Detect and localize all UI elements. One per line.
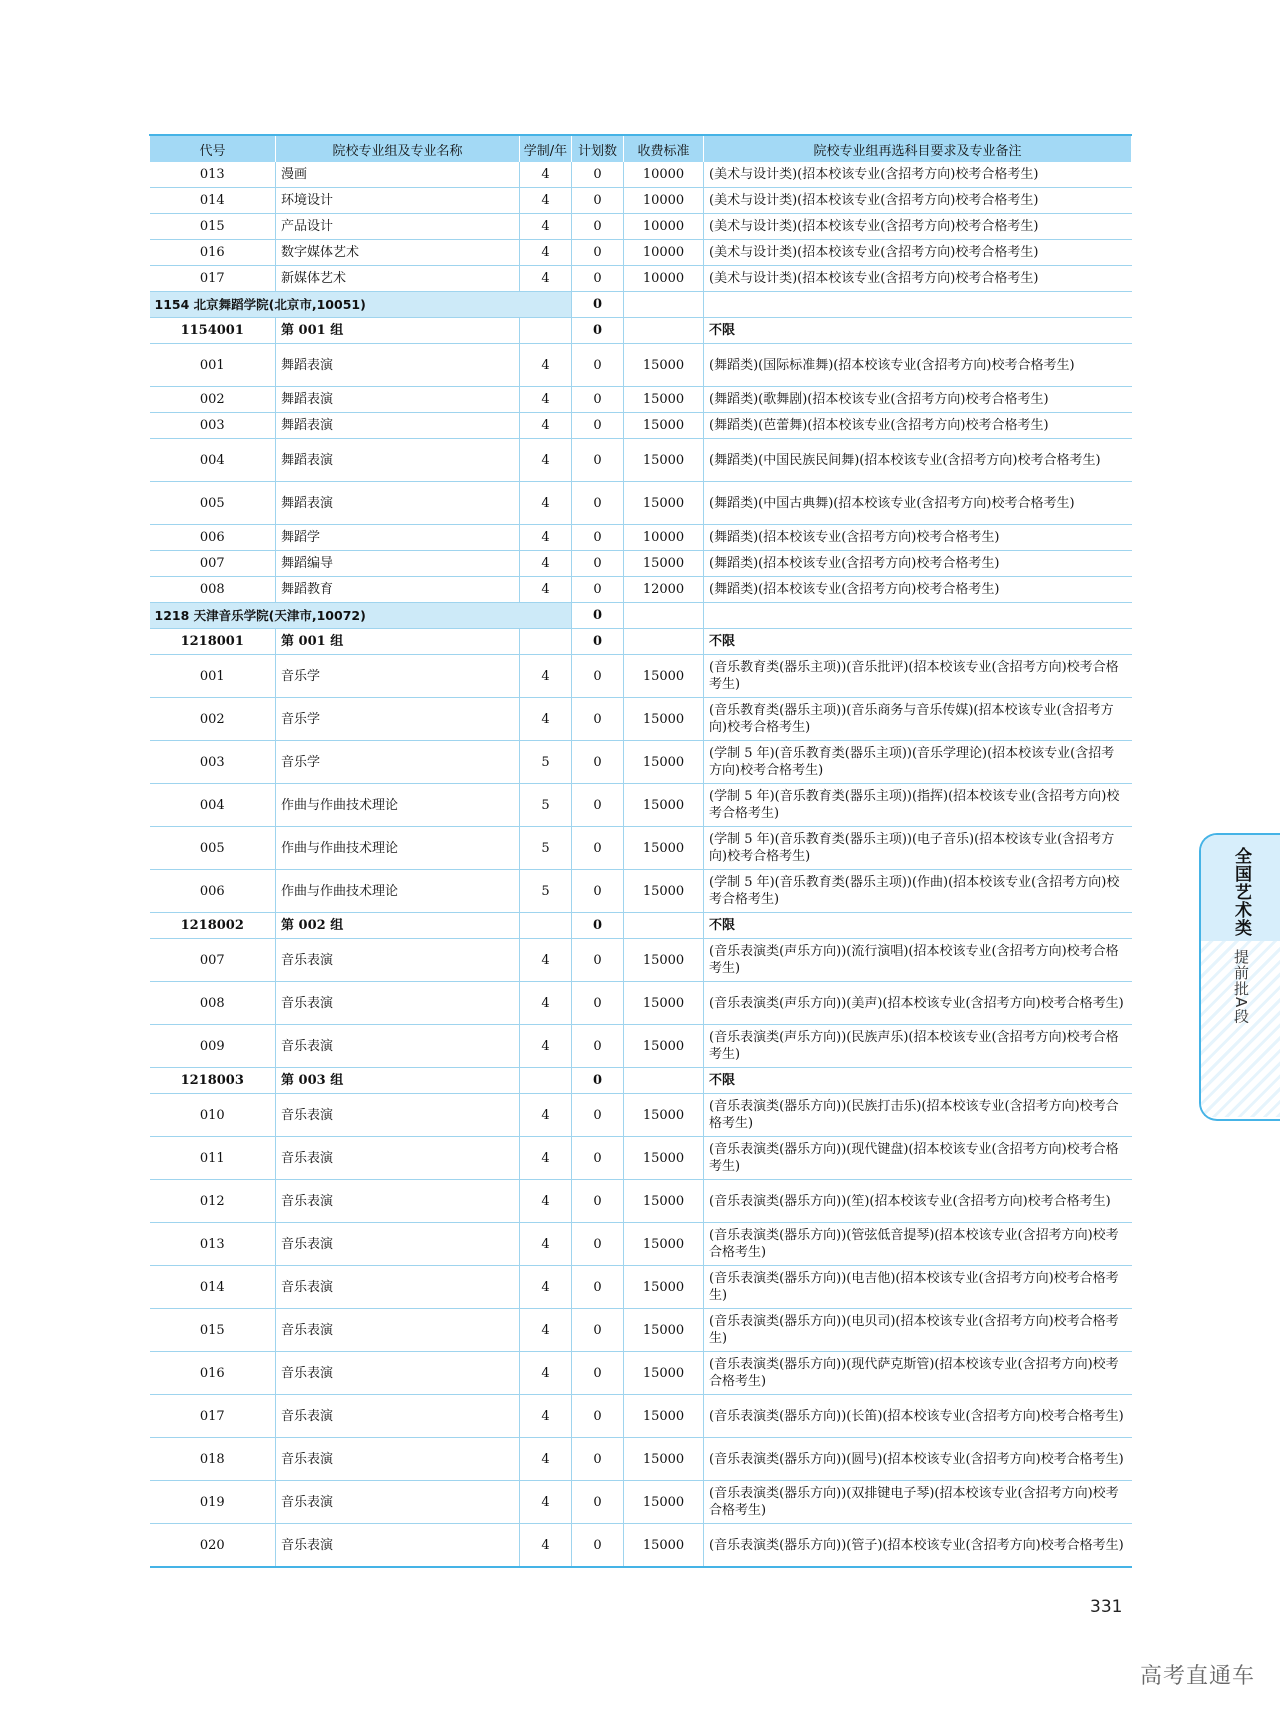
major-code: 016 bbox=[150, 240, 276, 266]
major-duration: 4 bbox=[520, 162, 572, 188]
group-duration bbox=[520, 1068, 572, 1094]
major-duration: 4 bbox=[520, 1438, 572, 1481]
major-fee: 15000 bbox=[624, 939, 704, 982]
group-fee bbox=[624, 1068, 704, 1094]
header-name: 院校专业组及专业名称 bbox=[276, 135, 520, 162]
major-plan: 0 bbox=[572, 577, 624, 603]
major-code: 012 bbox=[150, 1180, 276, 1223]
group-plan: 0 bbox=[572, 629, 624, 655]
major-name: 音乐学 bbox=[276, 655, 520, 698]
major-name: 产品设计 bbox=[276, 214, 520, 240]
major-row bbox=[150, 870, 1132, 913]
major-row bbox=[150, 162, 1132, 188]
major-code: 009 bbox=[150, 1025, 276, 1068]
major-fee: 15000 bbox=[624, 827, 704, 870]
major-row bbox=[150, 525, 1132, 551]
major-row bbox=[150, 240, 1132, 266]
school-fee bbox=[624, 603, 704, 629]
major-note: (音乐表演类(声乐方向))(民族声乐)(招本校该专业(含招考方向)校考合格考生) bbox=[704, 1025, 1132, 1068]
major-note: (舞蹈类)(招本校该专业(含招考方向)校考合格考生) bbox=[704, 551, 1132, 577]
group-note: 不限 bbox=[704, 629, 1132, 655]
major-plan: 0 bbox=[572, 551, 624, 577]
major-plan: 0 bbox=[572, 1266, 624, 1309]
major-name: 音乐学 bbox=[276, 741, 520, 784]
major-code: 002 bbox=[150, 698, 276, 741]
major-duration: 4 bbox=[520, 525, 572, 551]
major-row bbox=[150, 698, 1132, 741]
major-plan: 0 bbox=[572, 439, 624, 482]
major-row bbox=[150, 482, 1132, 525]
major-note: (舞蹈类)(芭蕾舞)(招本校该专业(含招考方向)校考合格考生) bbox=[704, 413, 1132, 439]
major-duration: 4 bbox=[520, 1395, 572, 1438]
major-name: 漫画 bbox=[276, 162, 520, 188]
major-plan: 0 bbox=[572, 827, 624, 870]
major-plan: 0 bbox=[572, 482, 624, 525]
major-duration: 4 bbox=[520, 1309, 572, 1352]
major-fee: 15000 bbox=[624, 1094, 704, 1137]
major-note: (舞蹈类)(中国民族民间舞)(招本校该专业(含招考方向)校考合格考生) bbox=[704, 439, 1132, 482]
group-row bbox=[150, 1068, 1132, 1094]
major-fee: 15000 bbox=[624, 344, 704, 387]
major-plan: 0 bbox=[572, 1025, 624, 1068]
major-duration: 4 bbox=[520, 577, 572, 603]
major-code: 001 bbox=[150, 344, 276, 387]
major-duration: 4 bbox=[520, 266, 572, 292]
major-duration: 4 bbox=[520, 214, 572, 240]
major-row bbox=[150, 784, 1132, 827]
major-note: (音乐表演类(器乐方向))(现代萨克斯管)(招本校该专业(含招考方向)校考合格考生) bbox=[704, 1352, 1132, 1395]
major-fee: 15000 bbox=[624, 1266, 704, 1309]
major-plan: 0 bbox=[572, 214, 624, 240]
major-fee: 15000 bbox=[624, 439, 704, 482]
major-row bbox=[150, 1524, 1132, 1568]
major-code: 017 bbox=[150, 266, 276, 292]
major-row bbox=[150, 741, 1132, 784]
major-code: 019 bbox=[150, 1481, 276, 1524]
major-fee: 10000 bbox=[624, 214, 704, 240]
major-plan: 0 bbox=[572, 870, 624, 913]
major-fee: 10000 bbox=[624, 266, 704, 292]
side-tab-bottom bbox=[1201, 941, 1280, 1117]
side-tab-top bbox=[1201, 835, 1280, 941]
major-note: (音乐表演类(器乐方向))(电吉他)(招本校该专业(含招考方向)校考合格考生) bbox=[704, 1266, 1132, 1309]
group-fee bbox=[624, 629, 704, 655]
group-fee bbox=[624, 318, 704, 344]
major-name: 舞蹈表演 bbox=[276, 344, 520, 387]
group-name: 第 003 组 bbox=[276, 1068, 520, 1094]
major-plan: 0 bbox=[572, 1137, 624, 1180]
major-row bbox=[150, 387, 1132, 413]
major-note: (音乐表演类(声乐方向))(美声)(招本校该专业(含招考方向)校考合格考生) bbox=[704, 982, 1132, 1025]
group-duration bbox=[520, 629, 572, 655]
major-fee: 15000 bbox=[624, 784, 704, 827]
major-duration: 4 bbox=[520, 655, 572, 698]
major-note: (音乐表演类(器乐方向))(长笛)(招本校该专业(含招考方向)校考合格考生) bbox=[704, 1395, 1132, 1438]
major-note: (学制 5 年)(音乐教育类(器乐主项))(电子音乐)(招本校该专业(含招考方向)校考合格考生) bbox=[704, 827, 1132, 870]
major-note: (美术与设计类)(招本校该专业(含招考方向)校考合格考生) bbox=[704, 162, 1132, 188]
major-plan: 0 bbox=[572, 240, 624, 266]
school-plan: 0 bbox=[572, 603, 624, 629]
major-note: (美术与设计类)(招本校该专业(含招考方向)校考合格考生) bbox=[704, 266, 1132, 292]
major-duration: 4 bbox=[520, 413, 572, 439]
major-code: 007 bbox=[150, 939, 276, 982]
major-fee: 10000 bbox=[624, 162, 704, 188]
major-plan: 0 bbox=[572, 1352, 624, 1395]
major-note: (舞蹈类)(歌舞剧)(招本校该专业(含招考方向)校考合格考生) bbox=[704, 387, 1132, 413]
major-note: (舞蹈类)(招本校该专业(含招考方向)校考合格考生) bbox=[704, 577, 1132, 603]
school-name: 1218 天津音乐学院(天津市,10072) bbox=[150, 603, 572, 629]
school-note bbox=[704, 603, 1132, 629]
major-name: 音乐表演 bbox=[276, 1137, 520, 1180]
group-note: 不限 bbox=[704, 318, 1132, 344]
header-plan: 计划数 bbox=[572, 135, 624, 162]
major-code: 007 bbox=[150, 551, 276, 577]
major-name: 作曲与作曲技术理论 bbox=[276, 870, 520, 913]
major-code: 013 bbox=[150, 1223, 276, 1266]
major-plan: 0 bbox=[572, 266, 624, 292]
group-note: 不限 bbox=[704, 913, 1132, 939]
school-row bbox=[150, 603, 1132, 629]
major-name: 环境设计 bbox=[276, 188, 520, 214]
side-tab-sub-label: 提前批A段 bbox=[1232, 949, 1250, 1025]
major-fee: 15000 bbox=[624, 698, 704, 741]
major-duration: 4 bbox=[520, 387, 572, 413]
major-plan: 0 bbox=[572, 741, 624, 784]
major-name: 舞蹈表演 bbox=[276, 387, 520, 413]
group-code: 1218001 bbox=[150, 629, 276, 655]
major-row bbox=[150, 827, 1132, 870]
major-name: 舞蹈表演 bbox=[276, 482, 520, 525]
major-name: 数字媒体艺术 bbox=[276, 240, 520, 266]
header-fee: 收费标准 bbox=[624, 135, 704, 162]
major-fee: 15000 bbox=[624, 1438, 704, 1481]
major-note: (音乐表演类(器乐方向))(现代键盘)(招本校该专业(含招考方向)校考合格考生) bbox=[704, 1137, 1132, 1180]
group-row bbox=[150, 913, 1132, 939]
major-row bbox=[150, 344, 1132, 387]
major-note: (音乐表演类(声乐方向))(流行演唱)(招本校该专业(含招考方向)校考合格考生) bbox=[704, 939, 1132, 982]
major-fee: 15000 bbox=[624, 1352, 704, 1395]
major-name: 音乐表演 bbox=[276, 1352, 520, 1395]
major-name: 音乐表演 bbox=[276, 982, 520, 1025]
major-row bbox=[150, 1266, 1132, 1309]
school-plan: 0 bbox=[572, 292, 624, 318]
major-row bbox=[150, 1395, 1132, 1438]
major-code: 003 bbox=[150, 413, 276, 439]
major-code: 014 bbox=[150, 188, 276, 214]
major-duration: 4 bbox=[520, 439, 572, 482]
page-number: 331 bbox=[1090, 1597, 1123, 1617]
major-plan: 0 bbox=[572, 1438, 624, 1481]
major-duration: 4 bbox=[520, 482, 572, 525]
major-duration: 5 bbox=[520, 741, 572, 784]
major-note: (音乐表演类(器乐方向))(民族打击乐)(招本校该专业(含招考方向)校考合格考生) bbox=[704, 1094, 1132, 1137]
group-name: 第 001 组 bbox=[276, 318, 520, 344]
school-fee bbox=[624, 292, 704, 318]
major-plan: 0 bbox=[572, 1094, 624, 1137]
major-name: 音乐表演 bbox=[276, 1223, 520, 1266]
major-code: 016 bbox=[150, 1352, 276, 1395]
major-fee: 15000 bbox=[624, 1137, 704, 1180]
major-name: 音乐表演 bbox=[276, 1481, 520, 1524]
major-code: 004 bbox=[150, 784, 276, 827]
school-row bbox=[150, 292, 1132, 318]
major-fee: 15000 bbox=[624, 655, 704, 698]
major-fee: 12000 bbox=[624, 577, 704, 603]
major-code: 015 bbox=[150, 214, 276, 240]
major-fee: 15000 bbox=[624, 551, 704, 577]
major-plan: 0 bbox=[572, 1180, 624, 1223]
major-name: 舞蹈编导 bbox=[276, 551, 520, 577]
major-fee: 15000 bbox=[624, 870, 704, 913]
major-name: 音乐表演 bbox=[276, 1395, 520, 1438]
major-name: 舞蹈学 bbox=[276, 525, 520, 551]
major-fee: 15000 bbox=[624, 413, 704, 439]
major-plan: 0 bbox=[572, 1309, 624, 1352]
major-duration: 4 bbox=[520, 1481, 572, 1524]
major-row bbox=[150, 1025, 1132, 1068]
major-duration: 4 bbox=[520, 939, 572, 982]
major-plan: 0 bbox=[572, 982, 624, 1025]
major-name: 音乐学 bbox=[276, 698, 520, 741]
major-fee: 15000 bbox=[624, 482, 704, 525]
major-row bbox=[150, 188, 1132, 214]
major-fee: 10000 bbox=[624, 188, 704, 214]
major-name: 音乐表演 bbox=[276, 1309, 520, 1352]
major-note: (学制 5 年)(音乐教育类(器乐主项))(指挥)(招本校该专业(含招考方向)校考合格考生) bbox=[704, 784, 1132, 827]
major-row bbox=[150, 1180, 1132, 1223]
major-duration: 4 bbox=[520, 1352, 572, 1395]
major-name: 音乐表演 bbox=[276, 1524, 520, 1568]
major-duration: 4 bbox=[520, 1524, 572, 1568]
major-fee: 15000 bbox=[624, 1223, 704, 1266]
major-name: 舞蹈表演 bbox=[276, 413, 520, 439]
major-row bbox=[150, 1223, 1132, 1266]
major-name: 音乐表演 bbox=[276, 1180, 520, 1223]
major-duration: 5 bbox=[520, 827, 572, 870]
major-row bbox=[150, 577, 1132, 603]
major-name: 音乐表演 bbox=[276, 1438, 520, 1481]
major-code: 008 bbox=[150, 577, 276, 603]
major-code: 014 bbox=[150, 1266, 276, 1309]
school-note bbox=[704, 292, 1132, 318]
major-code: 015 bbox=[150, 1309, 276, 1352]
major-name: 舞蹈表演 bbox=[276, 439, 520, 482]
major-note: (音乐表演类(器乐方向))(管弦低音提琴)(招本校该专业(含招考方向)校考合格考生) bbox=[704, 1223, 1132, 1266]
major-duration: 4 bbox=[520, 1180, 572, 1223]
major-code: 002 bbox=[150, 387, 276, 413]
major-duration: 5 bbox=[520, 784, 572, 827]
major-note: (舞蹈类)(国际标准舞)(招本校该专业(含招考方向)校考合格考生) bbox=[704, 344, 1132, 387]
major-fee: 15000 bbox=[624, 741, 704, 784]
major-name: 舞蹈教育 bbox=[276, 577, 520, 603]
major-fee: 15000 bbox=[624, 1395, 704, 1438]
major-row bbox=[150, 1438, 1132, 1481]
group-plan: 0 bbox=[572, 1068, 624, 1094]
major-row bbox=[150, 1481, 1132, 1524]
major-note: (学制 5 年)(音乐教育类(器乐主项))(音乐学理论)(招本校该专业(含招考方向)校考合格考生) bbox=[704, 741, 1132, 784]
major-note: (音乐教育类(器乐主项))(音乐商务与音乐传媒)(招本校该专业(含招考方向)校考合格考生) bbox=[704, 698, 1132, 741]
major-row bbox=[150, 413, 1132, 439]
table-body bbox=[150, 162, 1132, 1567]
major-row bbox=[150, 439, 1132, 482]
major-duration: 4 bbox=[520, 344, 572, 387]
group-row bbox=[150, 629, 1132, 655]
major-plan: 0 bbox=[572, 162, 624, 188]
major-row bbox=[150, 551, 1132, 577]
major-row bbox=[150, 1094, 1132, 1137]
admission-plan-table bbox=[149, 134, 1132, 1568]
table-header-row bbox=[150, 135, 1132, 162]
major-fee: 15000 bbox=[624, 1180, 704, 1223]
major-note: (音乐表演类(器乐方向))(管子)(招本校该专业(含招考方向)校考合格考生) bbox=[704, 1524, 1132, 1568]
major-duration: 4 bbox=[520, 982, 572, 1025]
major-note: (音乐表演类(器乐方向))(双排键电子琴)(招本校该专业(含招考方向)校考合格考生) bbox=[704, 1481, 1132, 1524]
major-duration: 4 bbox=[520, 240, 572, 266]
major-note: (音乐表演类(器乐方向))(笙)(招本校该专业(含招考方向)校考合格考生) bbox=[704, 1180, 1132, 1223]
major-duration: 4 bbox=[520, 1094, 572, 1137]
major-note: (学制 5 年)(音乐教育类(器乐主项))(作曲)(招本校该专业(含招考方向)校考合格考生) bbox=[704, 870, 1132, 913]
header-note: 院校专业组再选科目要求及专业备注 bbox=[704, 135, 1132, 162]
major-name: 新媒体艺术 bbox=[276, 266, 520, 292]
major-code: 005 bbox=[150, 827, 276, 870]
major-fee: 15000 bbox=[624, 982, 704, 1025]
major-plan: 0 bbox=[572, 413, 624, 439]
header-code: 代号 bbox=[150, 135, 276, 162]
major-name: 作曲与作曲技术理论 bbox=[276, 784, 520, 827]
group-duration bbox=[520, 913, 572, 939]
major-duration: 5 bbox=[520, 870, 572, 913]
major-note: (舞蹈类)(招本校该专业(含招考方向)校考合格考生) bbox=[704, 525, 1132, 551]
major-fee: 10000 bbox=[624, 525, 704, 551]
major-code: 003 bbox=[150, 741, 276, 784]
school-name: 1154 北京舞蹈学院(北京市,10051) bbox=[150, 292, 572, 318]
major-plan: 0 bbox=[572, 939, 624, 982]
major-duration: 4 bbox=[520, 188, 572, 214]
group-duration bbox=[520, 318, 572, 344]
major-name: 音乐表演 bbox=[276, 1094, 520, 1137]
group-fee bbox=[624, 913, 704, 939]
major-code: 006 bbox=[150, 870, 276, 913]
major-code: 006 bbox=[150, 525, 276, 551]
major-duration: 4 bbox=[520, 551, 572, 577]
major-plan: 0 bbox=[572, 1524, 624, 1568]
major-code: 017 bbox=[150, 1395, 276, 1438]
major-name: 音乐表演 bbox=[276, 939, 520, 982]
major-code: 013 bbox=[150, 162, 276, 188]
major-plan: 0 bbox=[572, 655, 624, 698]
group-plan: 0 bbox=[572, 318, 624, 344]
group-note: 不限 bbox=[704, 1068, 1132, 1094]
major-fee: 15000 bbox=[624, 1025, 704, 1068]
major-note: (美术与设计类)(招本校该专业(含招考方向)校考合格考生) bbox=[704, 240, 1132, 266]
watermark: 高考直通车 bbox=[1140, 1664, 1256, 1689]
major-duration: 4 bbox=[520, 1025, 572, 1068]
group-name: 第 001 组 bbox=[276, 629, 520, 655]
major-duration: 4 bbox=[520, 1137, 572, 1180]
header-duration: 学制/年 bbox=[520, 135, 572, 162]
major-code: 005 bbox=[150, 482, 276, 525]
major-name: 音乐表演 bbox=[276, 1025, 520, 1068]
major-code: 018 bbox=[150, 1438, 276, 1481]
major-name: 音乐表演 bbox=[276, 1266, 520, 1309]
major-plan: 0 bbox=[572, 525, 624, 551]
major-row bbox=[150, 1309, 1132, 1352]
major-code: 011 bbox=[150, 1137, 276, 1180]
major-fee: 15000 bbox=[624, 387, 704, 413]
group-name: 第 002 组 bbox=[276, 913, 520, 939]
group-code: 1154001 bbox=[150, 318, 276, 344]
major-plan: 0 bbox=[572, 698, 624, 741]
major-code: 004 bbox=[150, 439, 276, 482]
major-fee: 10000 bbox=[624, 240, 704, 266]
group-row bbox=[150, 318, 1132, 344]
side-tab bbox=[1199, 833, 1280, 1121]
major-row bbox=[150, 214, 1132, 240]
side-tab-main-label: 全国艺术类 bbox=[1231, 847, 1251, 937]
major-duration: 4 bbox=[520, 1223, 572, 1266]
major-fee: 15000 bbox=[624, 1309, 704, 1352]
major-row bbox=[150, 655, 1132, 698]
major-plan: 0 bbox=[572, 784, 624, 827]
major-plan: 0 bbox=[572, 344, 624, 387]
major-row bbox=[150, 1352, 1132, 1395]
major-note: (音乐表演类(器乐方向))(电贝司)(招本校该专业(含招考方向)校考合格考生) bbox=[704, 1309, 1132, 1352]
major-code: 001 bbox=[150, 655, 276, 698]
major-row bbox=[150, 266, 1132, 292]
major-fee: 15000 bbox=[624, 1481, 704, 1524]
major-code: 020 bbox=[150, 1524, 276, 1568]
major-name: 作曲与作曲技术理论 bbox=[276, 827, 520, 870]
group-code: 1218003 bbox=[150, 1068, 276, 1094]
major-plan: 0 bbox=[572, 1223, 624, 1266]
major-plan: 0 bbox=[572, 387, 624, 413]
major-code: 010 bbox=[150, 1094, 276, 1137]
major-duration: 4 bbox=[520, 698, 572, 741]
major-note: (舞蹈类)(中国古典舞)(招本校该专业(含招考方向)校考合格考生) bbox=[704, 482, 1132, 525]
major-plan: 0 bbox=[572, 1395, 624, 1438]
major-code: 008 bbox=[150, 982, 276, 1025]
major-note: (美术与设计类)(招本校该专业(含招考方向)校考合格考生) bbox=[704, 214, 1132, 240]
major-duration: 4 bbox=[520, 1266, 572, 1309]
group-plan: 0 bbox=[572, 913, 624, 939]
major-fee: 15000 bbox=[624, 1524, 704, 1568]
major-note: (美术与设计类)(招本校该专业(含招考方向)校考合格考生) bbox=[704, 188, 1132, 214]
major-row bbox=[150, 1137, 1132, 1180]
major-note: (音乐教育类(器乐主项))(音乐批评)(招本校该专业(含招考方向)校考合格考生) bbox=[704, 655, 1132, 698]
major-row bbox=[150, 982, 1132, 1025]
major-plan: 0 bbox=[572, 1481, 624, 1524]
major-row bbox=[150, 939, 1132, 982]
major-plan: 0 bbox=[572, 188, 624, 214]
group-code: 1218002 bbox=[150, 913, 276, 939]
major-note: (音乐表演类(器乐方向))(圆号)(招本校该专业(含招考方向)校考合格考生) bbox=[704, 1438, 1132, 1481]
